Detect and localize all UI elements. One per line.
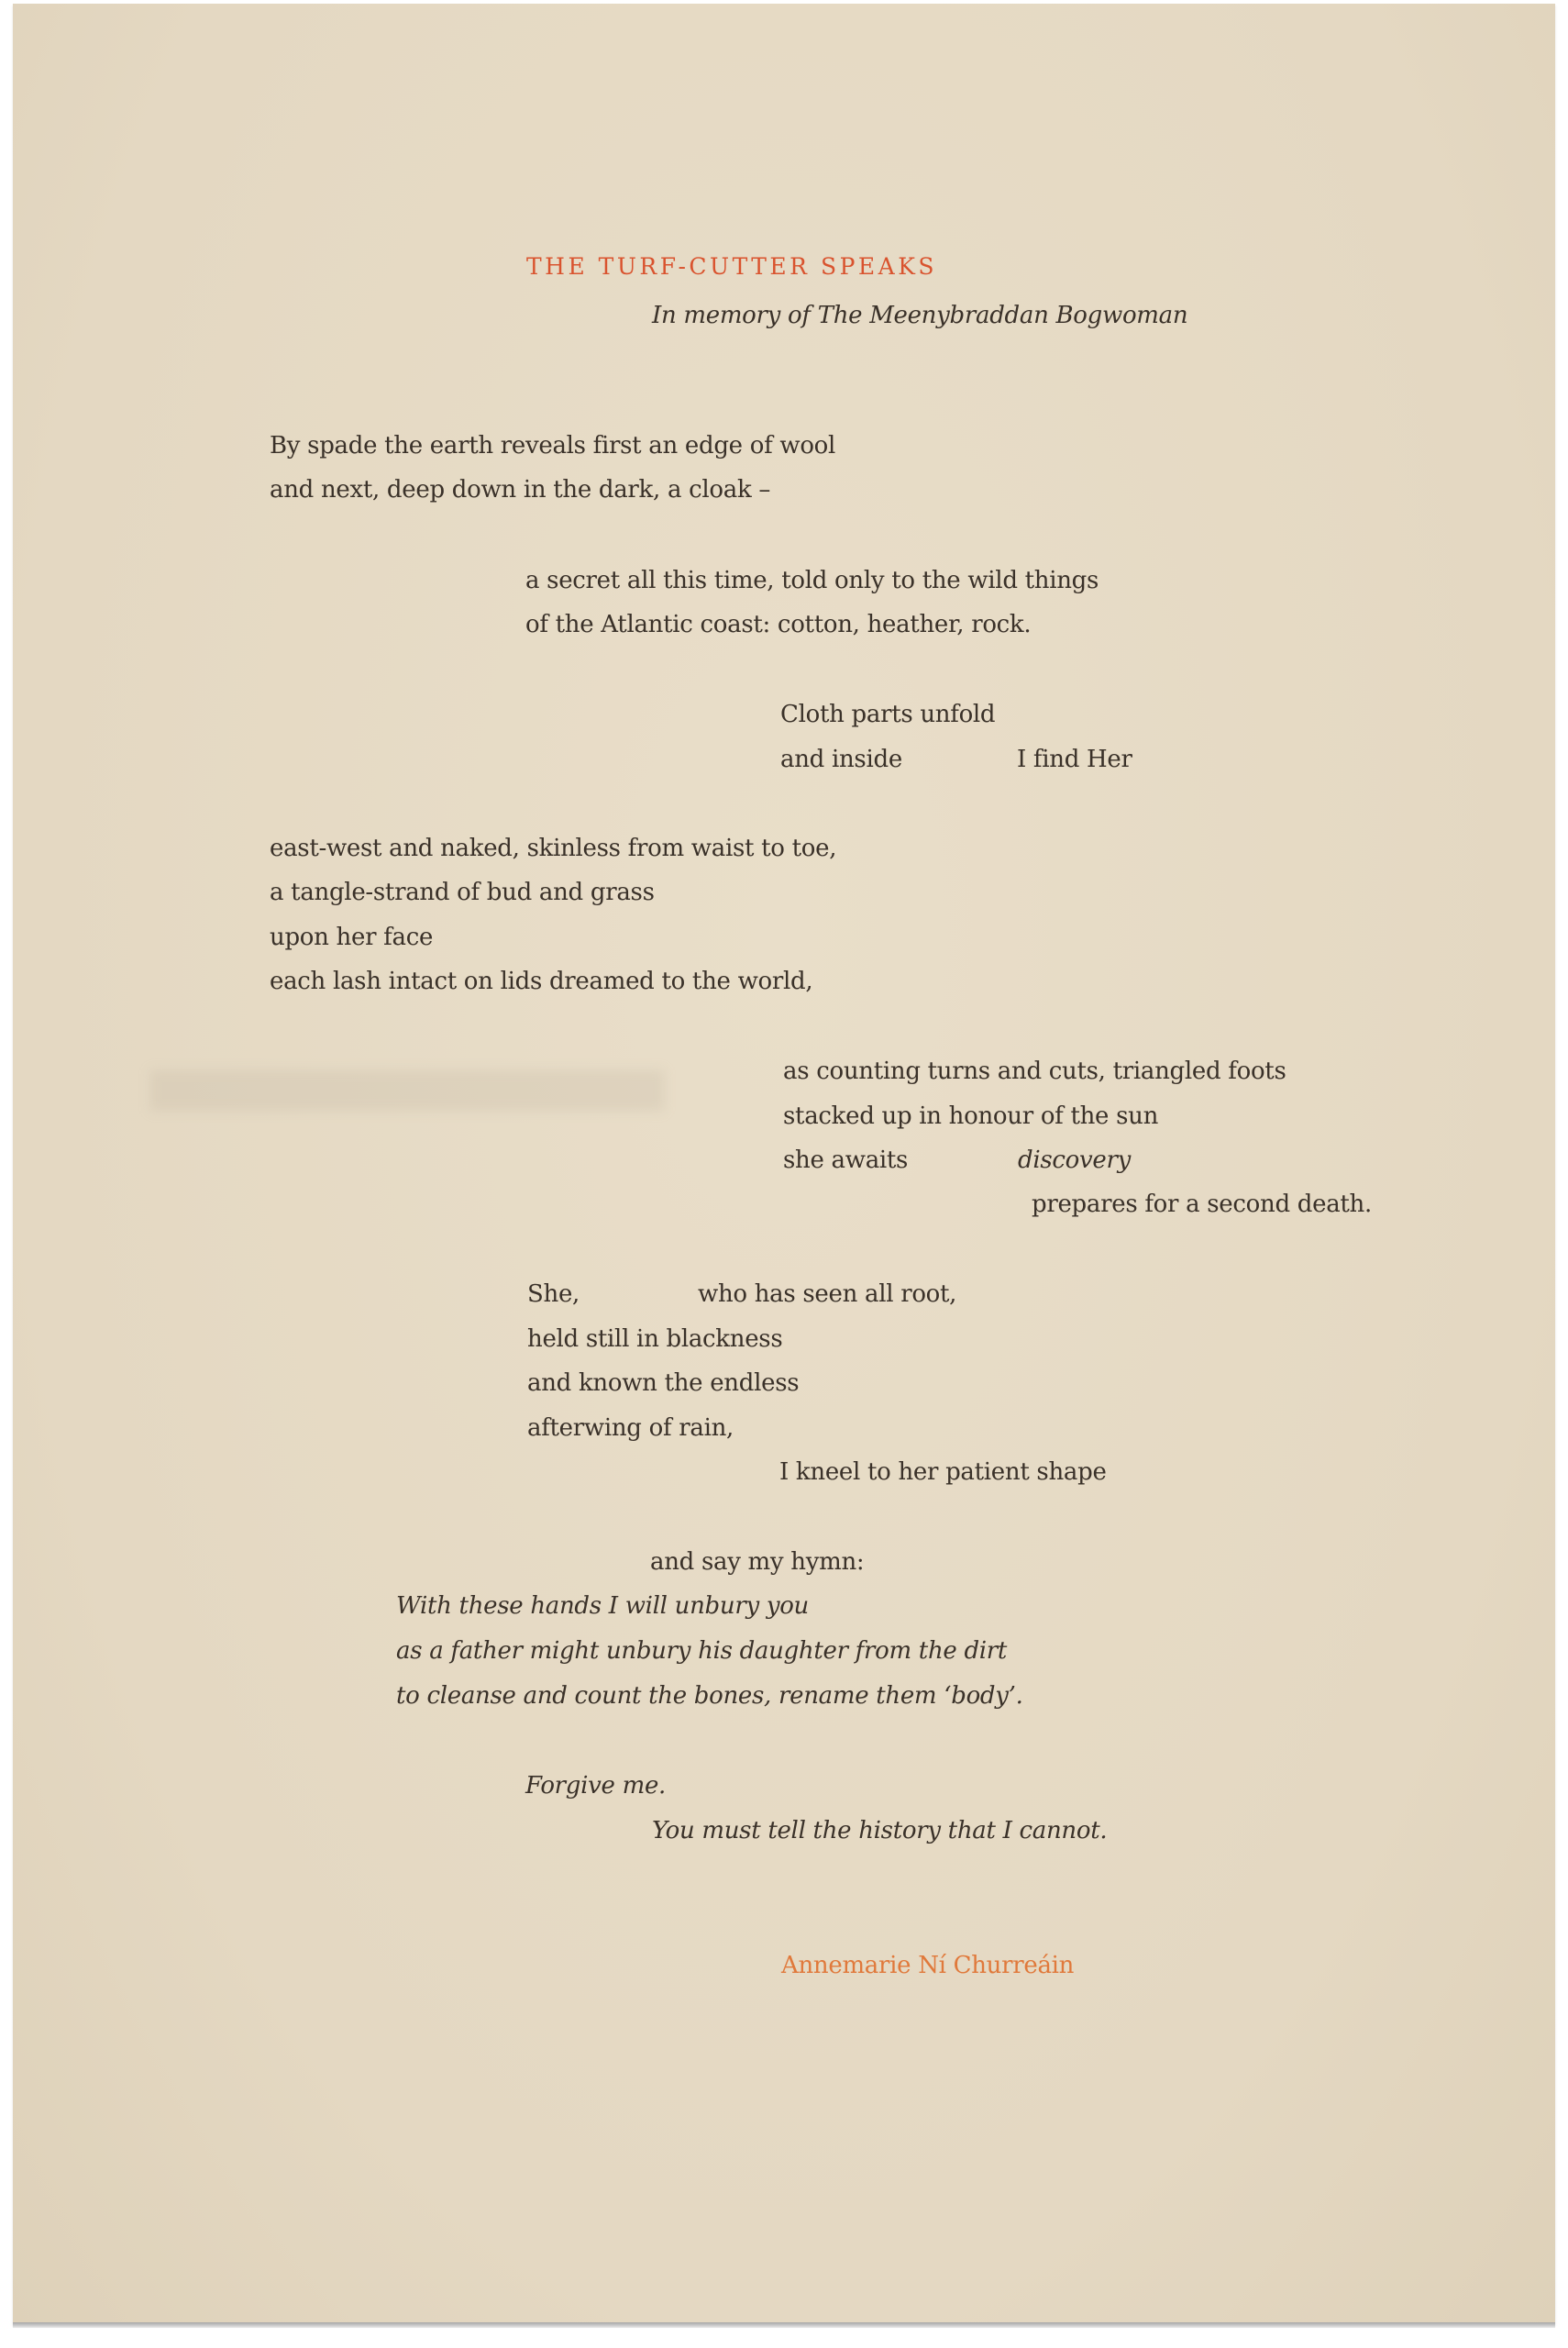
poem-line: of the Atlantic coast: cotton, heather, rock. (525, 611, 1032, 638)
poem-line: she awaits (783, 1146, 909, 1174)
poem-line: as counting turns and cuts, triangled foots (783, 1058, 1286, 1085)
poem-line: each lash intact on lids dreamed to the world, (270, 968, 813, 995)
poem-line: I find Her (1017, 746, 1132, 773)
poem-line: With these hands I will unbury you (396, 1592, 810, 1620)
poem-line: and inside (780, 746, 902, 773)
poem-line: By spade the earth reveals first an edge of wool (270, 432, 836, 460)
poem-line: upon her face (270, 924, 434, 951)
ghost-show-through (150, 1070, 664, 1111)
poem-page (13, 4, 1555, 2324)
poem-line: She, (527, 1280, 580, 1308)
poem-line: held still in blackness (527, 1325, 783, 1353)
poem-line: afterwing of rain, (527, 1414, 734, 1442)
poem-line: a secret all this time, told only to the wild things (525, 567, 1099, 594)
poem-line: as a father might unbury his daughter from the dirt (396, 1637, 1008, 1665)
poem-line: east-west and naked, skinless from waist to toe, (270, 835, 837, 862)
poem-line: Cloth parts unfold (780, 701, 996, 728)
poem-line: I kneel to her patient shape (779, 1458, 1107, 1486)
poem-line: and next, deep down in the dark, a cloak – (270, 476, 771, 504)
poem-line: discovery (1018, 1146, 1132, 1174)
poem-line: stacked up in honour of the sun (783, 1102, 1159, 1130)
poem-line: Forgive me. (525, 1772, 667, 1800)
poem-line: who has seen all root, (698, 1280, 957, 1308)
poem-line: and say my hymn: (650, 1548, 865, 1576)
poem-line: and known the endless (527, 1369, 800, 1397)
poem-author: Annemarie Ní Churreáin (781, 1952, 1075, 1979)
poem-dedication: In memory of The Meenybraddan Bogwoman (652, 302, 1188, 329)
poem-line: You must tell the history that I cannot. (652, 1817, 1108, 1844)
poem-line: prepares for a second death. (1032, 1191, 1372, 1218)
poem-title: THE TURF-CUTTER SPEAKS (526, 253, 937, 280)
poem-line: a tangle-strand of bud and grass (270, 879, 655, 906)
poem-line: to cleanse and count the bones, rename them ‘body’. (396, 1682, 1023, 1710)
